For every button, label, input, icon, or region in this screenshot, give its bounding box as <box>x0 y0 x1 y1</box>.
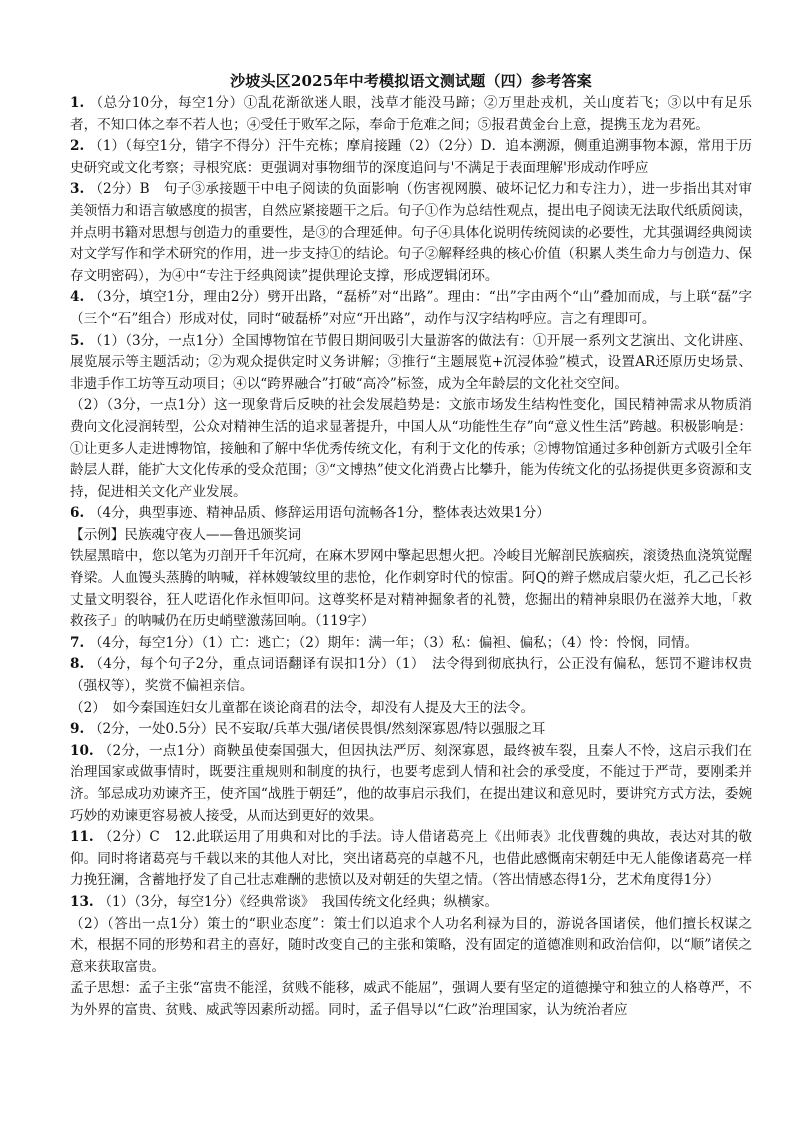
page-title: 沙坡头区2025年中考模拟语文测试题（四）参考答案 <box>230 72 592 90</box>
answer-paragraph <box>70 136 752 179</box>
answer-text: （1）（3分，一点1分）全国博物馆在节假日期间吸引大量游客的做法有：①开展一系列文艺演出、文化讲座、展览展示等主题活动；②为观众提供定时义务讲解；③推行“主题展览+沉浸体验”模式，设置AR还原历史场景、非遗手作工坊等互动项目；④以“跨界融合”打破“高冷”标签，成为全年龄层的文化社交空间。 <box>70 332 752 392</box>
answer-paragraph <box>70 827 752 892</box>
answer-paragraph <box>70 914 752 979</box>
answer-text: （2分，一处0.5分）民不妄取/兵革大强/诸侯畏惧/然刻深寡恩/特以强服之耳 <box>88 721 546 738</box>
question-number: 5. <box>70 332 90 349</box>
answer-text: （2）（答出一点1分）策士的“职业态度”：策士们以追求个人功名利禄为目的，游说各国诸侯，他们擅长权谋之术，根据不同的形势和君主的喜好，随时改变自己的主张和策略，没有固定的道德准则和政治信仰，以“顺”诸侯之意来获取富贵。 <box>70 915 752 975</box>
answer-paragraph <box>70 546 752 632</box>
answer-paragraph <box>70 179 752 287</box>
question-number: 7. <box>70 634 89 651</box>
answer-text: （2） 如今秦国连妇女儿童都在谈论商君的法令，却没有人提及大王的法令。 <box>70 699 535 716</box>
question-number: 9. <box>70 721 89 738</box>
answer-paragraph <box>70 331 752 396</box>
question-number: 4. <box>70 289 90 306</box>
answer-paragraph <box>70 287 752 330</box>
question-number: 6. <box>70 505 89 522</box>
answer-text: （4分，典型事迹、精神品质、修辞运用语句流畅各1分，整体表达效果1分） <box>88 505 550 522</box>
question-number: 1. <box>70 95 90 111</box>
answer-paragraph <box>70 503 752 525</box>
question-number: 11. <box>70 829 99 846</box>
answer-text: （1）（3分，每空1分）《经典常谈》 我国传统文化经典；纵横家。 <box>98 893 499 910</box>
answer-text: （2分）B 句子③承接题干中电子阅读的负面影响（伤害视网膜、破坏记忆力和专注力），进一步指出其对审美领悟力和语言敏感度的损害，自然应紧接题干之后。句子①作为总结性观点，提出电子阅读无法取代纸质阅读，并点明书籍对思想与创造力的重要性，是③的合理延伸。句子④具体化说明传统阅读的必要性，尤其强调经典阅读对文学写作和学术研究的作用，进一步支持①的结论。句子②解释经典的核心价值（积累人类生命力与创造力、保存文明密码），为④中“专注于经典阅读”提供理论支撑，形成逻辑闭环。 <box>70 181 752 284</box>
answer-text: （4分，每空1分）（1）亡：逃亡；（2）期年：满一年；（3）私：偏袒、偏私；（4）怜：怜悯，同情。 <box>88 634 699 651</box>
answer-text: （2分）C 12.此联运用了用典和对比的手法。诗人借诸葛亮上《出师表》北伐曹魏的典故，表达对其的敬仰。同时将诸葛亮与千载以来的其他人对比，突出诸葛亮的卓越不凡，也借此感慨南宋朝廷中无人能像诸葛亮一样力挽狂澜，含蓄地抒发了自己壮志难酬的悲愤以及对朝廷的失望之情。（答出情感态得1分，艺术角度得1分） <box>70 829 752 889</box>
answer-text: 【示例】民族魂守夜人——鲁迅颁奖词 <box>70 526 302 543</box>
answer-text: 孟子思想：孟子主张“富贵不能淫，贫贱不能移，威武不能屈”，强调人要有坚定的道德操守和独立的人格尊严，不为外界的富贵、贫贱、威武等因素所动摇。同时，孟子倡导以“仁政”治理国家，认为统治者应 <box>70 980 752 1018</box>
answer-text: （3分，填空1分，理由2分）劈开出路，“磊桥”对“出路”。理由：“出”字由两个“山”叠加而成，与上联“磊”字（三个“石”组合）形成对仗，同时“破磊桥”对应“开出路”，动作与汉字结构呼应。言之有理即可。 <box>70 289 752 327</box>
question-number: 13. <box>70 893 99 910</box>
answer-paragraph <box>70 654 752 697</box>
question-number: 2. <box>70 138 90 155</box>
answer-text: （4分，每个句子2分，重点词语翻译有误扣1分）（1） 法令得到彻底执行，公正没有偏私，惩罚不避讳权贵（强权等），奖赏不偏袒亲信。 <box>70 656 752 695</box>
answer-body <box>70 93 752 1022</box>
answer-paragraph <box>70 525 752 547</box>
answer-paragraph <box>70 633 752 655</box>
answer-paragraph <box>70 741 752 827</box>
answer-paragraph <box>70 978 752 1021</box>
question-number: 3. <box>70 181 90 198</box>
answer-text: （总分10分，每空1分）①乱花渐欲迷人眼，浅草才能没马蹄；②万里赴戎机，关山度若飞；③以中有足乐者，不知口体之奉不若人也；④受任于败军之际，奉命于危难之间；⑤报君黄金台上意，提携玉龙为君死。 <box>70 95 752 133</box>
answer-text: （2）（3分，一点1分）这一现象背后反映的社会发展趋势是：文旅市场发生结构性变化，国民精神需求从物质消费向文化浸润转型，公众对精神生活的追求显著提升，中国人从“功能性生存”向“意义性生活”跨越。积极影响是：①让更多人走进博物馆，接触和了解中华优秀传统文化，有利于文化的传承；②博物馆通过多种创新方式吸引全年龄层人群，能扩大文化传承的受众范围；③“文博热”使文化消费占比攀升，能为传统文化的弘扬提供更多资源和支持，促进相关文化产业发展。 <box>70 397 752 500</box>
answer-paragraph <box>70 892 752 914</box>
answer-text: （2分，一点1分）商鞅虽使秦国强大，但因执法严厉、刻深寡恩，最终被车裂，且秦人不怜，这启示我们在治理国家或做事情时，既要注重规则和制度的执行，也要考虑到人情和社会的承受度，不能过于严苛，要刚柔并济。邹忌成功劝谏齐王，使齐国“战胜于朝廷”，他的故事启示我们，在提出建议和意见时，要讲究方式方法，委婉巧妙的劝谏更容易被人接受，从而达到更好的效果。 <box>70 742 753 824</box>
question-number: 8. <box>70 656 90 673</box>
answer-paragraph <box>70 719 752 741</box>
answer-paragraph <box>70 93 752 136</box>
answer-paragraph <box>70 395 752 503</box>
answer-text: 铁屋黑暗中，您以笔为刃剖开千年沉疴，在麻木罗网中擎起思想火把。冷峻目光解剖民族痼疾，滚烫热血浇筑觉醒脊梁。人血馒头蒸腾的呐喊，祥林嫂皱纹里的悲怆，化作刺穿时代的惊雷。阿Q的辫子燃成启蒙火炬，孔乙己长衫丈量文明裂谷，狂人呓语化作永恒叩问。这尊奖杯是对精神掘象者的礼赞，您掘出的精神泉眼仍在滋养大地，「救救孩子」的呐喊仍在历史峭壁激荡回响。（119字） <box>70 548 752 630</box>
question-number: 10. <box>70 742 99 759</box>
answer-paragraph <box>70 698 752 720</box>
answer-text: （1）（每空1分，错字不得分）汗牛充栋；摩肩接踵（2）（2分）D．追本溯源，侧重追溯事物本源，常用于历史研究或文化考察；寻根究底：更强调对事物细节的深度追问与'不满足于表面理解'形成动作呼应 <box>70 138 752 176</box>
